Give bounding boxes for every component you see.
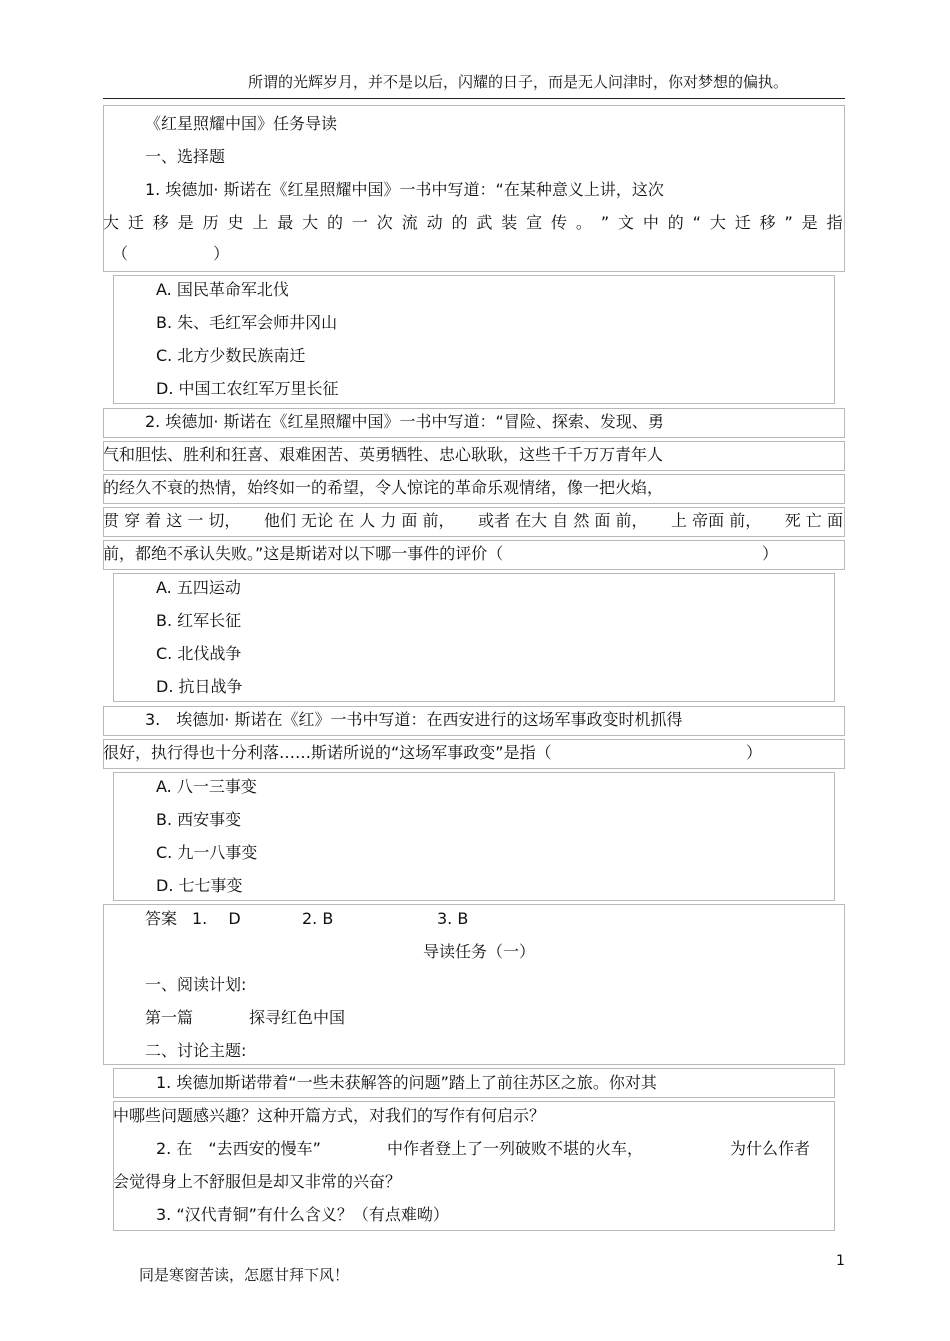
q1-line2-char: 史: [227, 213, 244, 232]
q1-line2-char: 流: [401, 213, 418, 232]
q1-line2-char: ”: [784, 213, 793, 232]
d2-part-a: 2. 在 “去西安的慢车”: [156, 1139, 321, 1158]
q1-line2-char: 上: [252, 213, 269, 232]
q2-option-c[interactable]: C. 北伐战争: [156, 644, 242, 663]
q2-option-a[interactable]: A. 五四运动: [156, 578, 241, 597]
q1-line2-char: 大: [103, 213, 120, 232]
q1-line2-char: 。: [575, 213, 592, 232]
q1-line2-char: 武: [476, 213, 493, 232]
q2-line2: 气和胆怯、胜利和狂喜、艰难困苦、英勇牺牲、忠心耿耿，这些千千万万青年人: [103, 445, 664, 464]
q1-line2-char: 历: [202, 213, 219, 232]
q1-line2-char: 次: [376, 213, 393, 232]
q1-line2-char: 最: [277, 213, 294, 232]
q1-option-c[interactable]: C. 北方少数民族南迁: [156, 346, 306, 365]
page-number: 1: [836, 1253, 845, 1269]
q1-option-a[interactable]: A. 国民革命军北伐: [156, 280, 289, 299]
q1-line2-char: 是: [801, 213, 818, 232]
q1-option-b[interactable]: B. 朱、毛红军会师井冈山: [156, 313, 338, 332]
q1-line2-char: 迁: [127, 213, 144, 232]
d1-line2: 中哪些问题感兴趣？这种开篇方式，对我们的写作有何启示？: [113, 1106, 546, 1125]
q1-line2-char: 的: [451, 213, 468, 232]
q1-line2-char: 移: [759, 213, 776, 232]
task-title: 导读任务（一）: [423, 942, 536, 961]
section-heading-choice: 一、选择题: [145, 147, 226, 166]
q1-line1: 1. 埃德加· 斯诺在《红星照耀中国》一书中写道：“在某种意义上讲，这次: [145, 180, 664, 199]
header-rule: [103, 98, 845, 99]
q1-line2-char: 传: [551, 213, 568, 232]
footer-slogan: 同是寒窗苦读，怎愿甘拜下风！: [139, 1266, 350, 1284]
q2-line5: 前，都绝不承认失败。”这是斯诺对以下哪一事件的评价（: [103, 544, 504, 563]
q2-option-d[interactable]: D. 抗日战争: [156, 677, 243, 696]
q1-line2-char: 文: [617, 213, 634, 232]
q1-line3: （ ）: [112, 244, 230, 263]
q1-line2-char: 一: [351, 213, 368, 232]
doc-title: 《红星照耀中国》任务导读: [145, 114, 338, 133]
answers-label: 答案: [145, 909, 178, 928]
q3-line2: 很好，执行得也十分利落……斯诺所说的“这场军事政变”是指（: [103, 743, 552, 762]
q1-line2: [103, 213, 843, 233]
q1-line2-char: 迁: [734, 213, 751, 232]
q1-line2-char: ”: [600, 213, 610, 232]
d2-part-b: 中作者登上了一列破败不堪的火车，: [387, 1139, 644, 1158]
q2-line4-part5: 死 亡 面: [784, 511, 843, 530]
reading-plan-heading: 一、阅读计划:: [145, 975, 247, 994]
q1-line2-char: 装: [501, 213, 518, 232]
q3-line2-close: ）: [746, 743, 763, 762]
q3-option-d[interactable]: D. 七七事变: [156, 876, 243, 895]
q2-option-b[interactable]: B. 红军长征: [156, 611, 242, 630]
q3-option-a[interactable]: A. 八一三事变: [156, 777, 257, 796]
q1-line2-char: 中: [642, 213, 659, 232]
d2-line2: 会觉得身上不舒服但是却又非常的兴奋？: [113, 1172, 402, 1191]
part-title: 探寻红色中国: [249, 1008, 346, 1027]
q1-line2-char: 的: [327, 213, 344, 232]
q1-line2-char: 动: [426, 213, 443, 232]
q1-line2-char: 大: [302, 213, 319, 232]
q2-line4: [103, 511, 843, 531]
q1-line2-char: 指: [826, 213, 843, 232]
q2-line3: 的经久不衰的热情，始终如一的希望，令人惊诧的革命乐观情绪，像一把火焰，: [103, 478, 664, 497]
d2-part-c: 为什么作者: [730, 1139, 811, 1158]
q1-line2-char: 是: [177, 213, 194, 232]
q3-option-c[interactable]: C. 九一八事变: [156, 843, 258, 862]
q2-line4-part1: 贯 穿 着 这 一 切，: [103, 511, 241, 530]
q2-line1: 2. 埃德加· 斯诺在《红星照耀中国》一书中写道：“冒险、探索、发现、勇: [145, 412, 664, 431]
q3-option-b[interactable]: B. 西安事变: [156, 810, 242, 829]
part-label: 第一篇: [145, 1008, 194, 1027]
header-motto: 所谓的光辉岁月，并不是以后，闪耀的日子，而是无人问津时，你对梦想的偏执。: [248, 73, 789, 91]
d3-line1: 3. “汉代青铜”有什么含义？（有点难呦）: [156, 1205, 449, 1224]
answer-1: 1. D: [192, 909, 241, 928]
q2-line4-part2: 他们 无论 在 人 力 面 前，: [263, 511, 455, 530]
q2-line5-close: ）: [762, 544, 779, 563]
q1-line2-char: 移: [152, 213, 169, 232]
q2-line4-part3: 或者 在大 自 然 面 前，: [478, 511, 648, 530]
q1-line2-char: 大: [709, 213, 726, 232]
answer-2: 2. B: [302, 909, 334, 928]
d1-line1: 1. 埃德加斯诺带着“一些未获解答的问题”踏上了前往苏区之旅。你对其: [156, 1073, 657, 1092]
q1-line2-char: 宣: [526, 213, 543, 232]
q2-line4-part4: 上 帝面 前，: [671, 511, 762, 530]
q1-line2-char: 的: [667, 213, 684, 232]
q1-option-d[interactable]: D. 中国工农红军万里长征: [156, 379, 339, 398]
q3-line1: 3. 埃德加· 斯诺在《红》一书中写道：在西安进行的这场军事政变时机抓得: [145, 710, 683, 729]
q1-line2-char: “: [692, 213, 701, 232]
answer-3: 3. B: [437, 909, 469, 928]
discussion-heading: 二、讨论主题:: [145, 1041, 247, 1060]
